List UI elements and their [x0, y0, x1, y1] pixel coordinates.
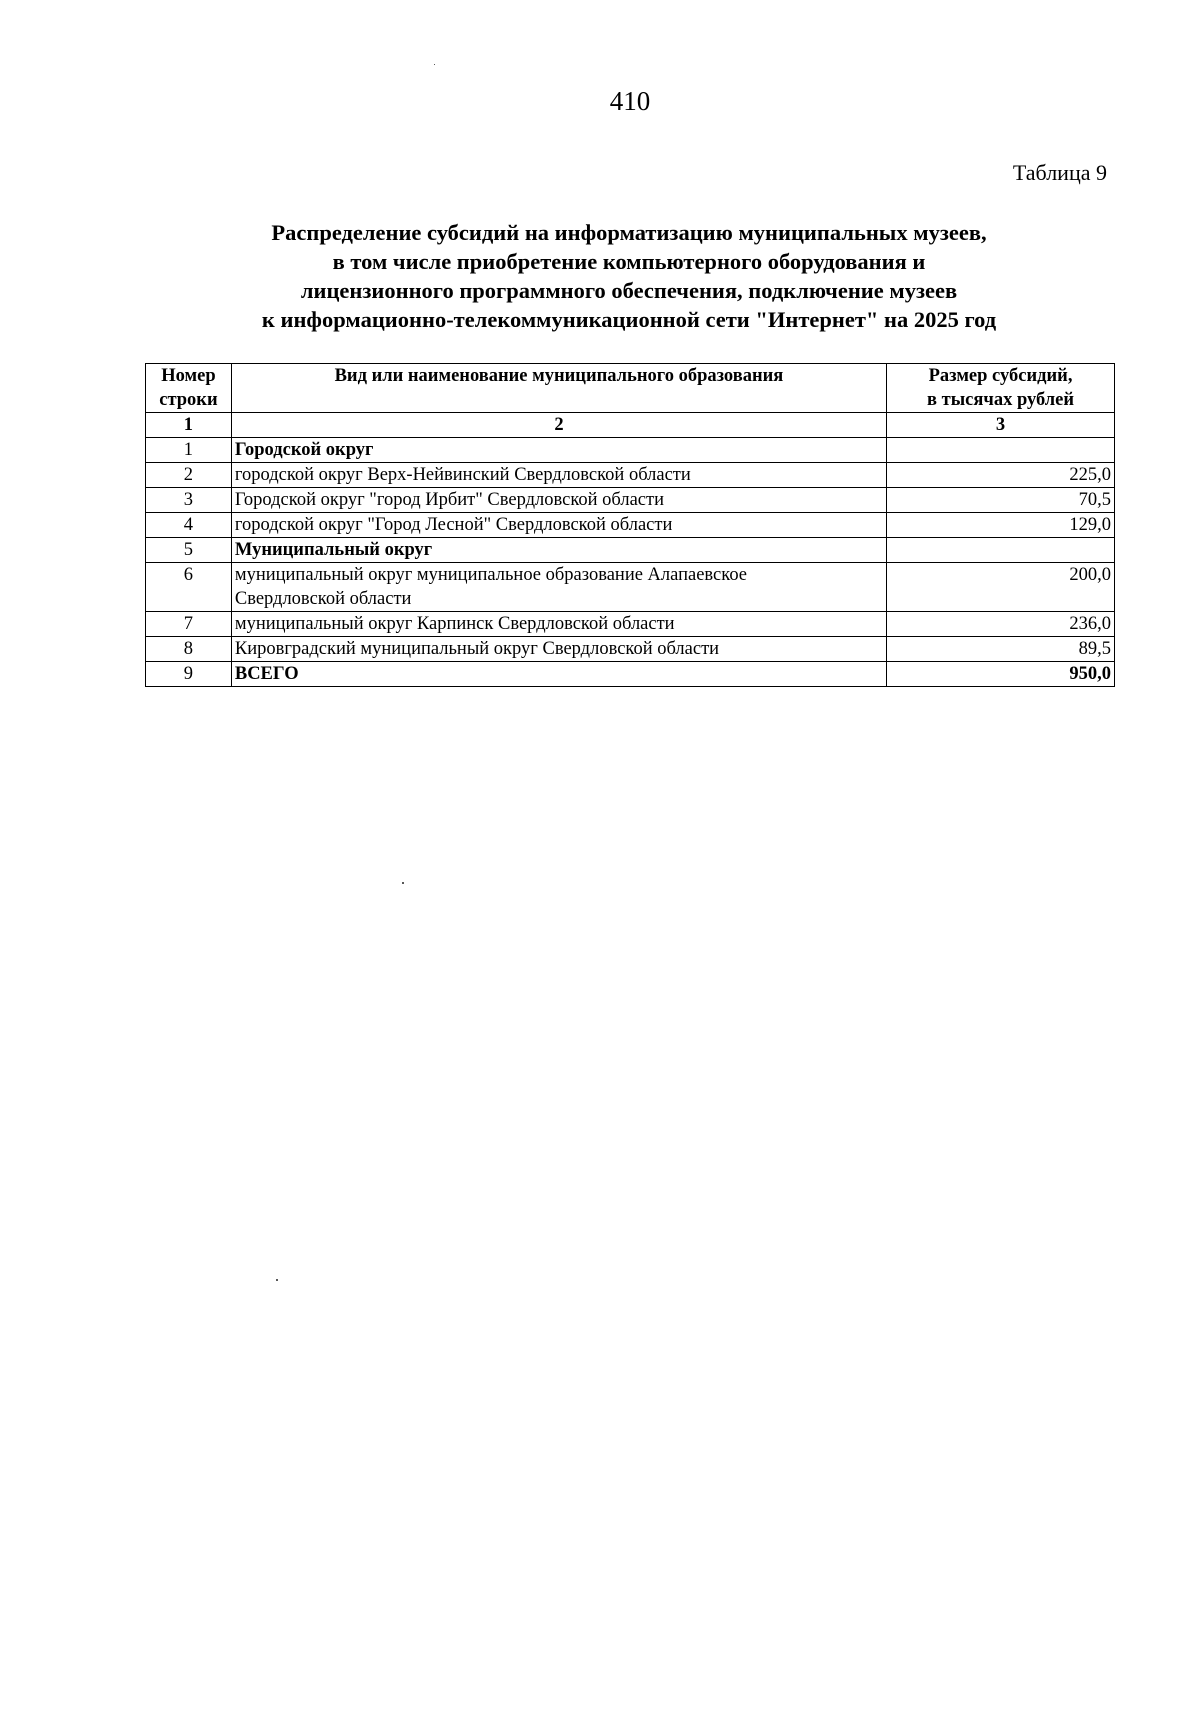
- table-row-total: [146, 662, 1115, 687]
- row-amount: [887, 438, 1115, 463]
- row-name: Городской округ "город Ирбит" Свердловской области: [231, 488, 886, 513]
- row-amount: 70,5: [887, 488, 1115, 513]
- scan-speck: [434, 64, 435, 65]
- row-amount: 236,0: [887, 612, 1115, 637]
- header-name: [231, 364, 886, 413]
- table-row: [146, 463, 1115, 488]
- table-row: [146, 438, 1115, 463]
- column-number: 3: [887, 413, 1115, 438]
- row-name: городской округ "Город Лесной" Свердловской области: [231, 513, 886, 538]
- row-name: Городской округ: [231, 438, 886, 463]
- title-line: в том числе приобретение компьютерного оборудования и: [332, 249, 926, 274]
- row-number: 1: [146, 438, 232, 463]
- table-row: [146, 563, 1115, 612]
- row-number: 2: [146, 463, 232, 488]
- scan-speck: [276, 1279, 278, 1281]
- row-amount: 950,0: [887, 662, 1115, 687]
- row-number: 5: [146, 538, 232, 563]
- title-line: к информационно-телекоммуникационной сети "Интернет" на 2025 год: [261, 307, 997, 332]
- scan-speck: [402, 882, 404, 884]
- header-text: строки: [159, 390, 218, 410]
- row-amount: 225,0: [887, 463, 1115, 488]
- row-amount: 129,0: [887, 513, 1115, 538]
- column-number: 1: [146, 413, 232, 438]
- header-amount: [887, 364, 1115, 413]
- document-title: [144, 218, 1114, 334]
- row-number: 9: [146, 662, 232, 687]
- table-row: [146, 538, 1115, 563]
- title-line: Распределение субсидий на информатизацию муниципальных музеев,: [271, 220, 987, 245]
- row-name-line: Свердловской области: [234, 589, 412, 609]
- row-amount: 89,5: [887, 637, 1115, 662]
- row-name-line: муниципальный округ муниципальное образование Алапаевское: [234, 565, 748, 585]
- row-name: муниципальный округ Карпинск Свердловской области: [231, 612, 886, 637]
- header-row-number: [146, 364, 232, 413]
- row-number: 7: [146, 612, 232, 637]
- table-label: Таблица 9: [1012, 160, 1107, 185]
- row-name: ВСЕГО: [231, 662, 886, 687]
- row-amount: [887, 538, 1115, 563]
- row-number: 3: [146, 488, 232, 513]
- table-row: [146, 488, 1115, 513]
- column-numbers-row: [146, 413, 1115, 438]
- row-name: [231, 563, 886, 612]
- row-number: 4: [146, 513, 232, 538]
- header-text: Номер: [161, 366, 216, 386]
- header-text: Вид или наименование муниципального образования: [334, 366, 784, 386]
- header-text: в тысячах рублей: [927, 390, 1075, 410]
- page-number: 410: [609, 86, 651, 116]
- column-number: 2: [231, 413, 886, 438]
- table-row: [146, 612, 1115, 637]
- row-name: городской округ Верх-Нейвинский Свердловской области: [231, 463, 886, 488]
- row-number: 6: [146, 563, 232, 612]
- subsidies-table: [145, 363, 1115, 687]
- row-name: Муниципальный округ: [231, 538, 886, 563]
- row-number: 8: [146, 637, 232, 662]
- title-line: лицензионного программного обеспечения, подключение музеев: [300, 278, 958, 303]
- header-text: Размер субсидий,: [928, 366, 1073, 386]
- table-row: [146, 513, 1115, 538]
- row-name: Кировградский муниципальный округ Свердловской области: [231, 637, 886, 662]
- table-header-row: [146, 364, 1115, 413]
- table-row: [146, 637, 1115, 662]
- row-amount: 200,0: [887, 563, 1115, 612]
